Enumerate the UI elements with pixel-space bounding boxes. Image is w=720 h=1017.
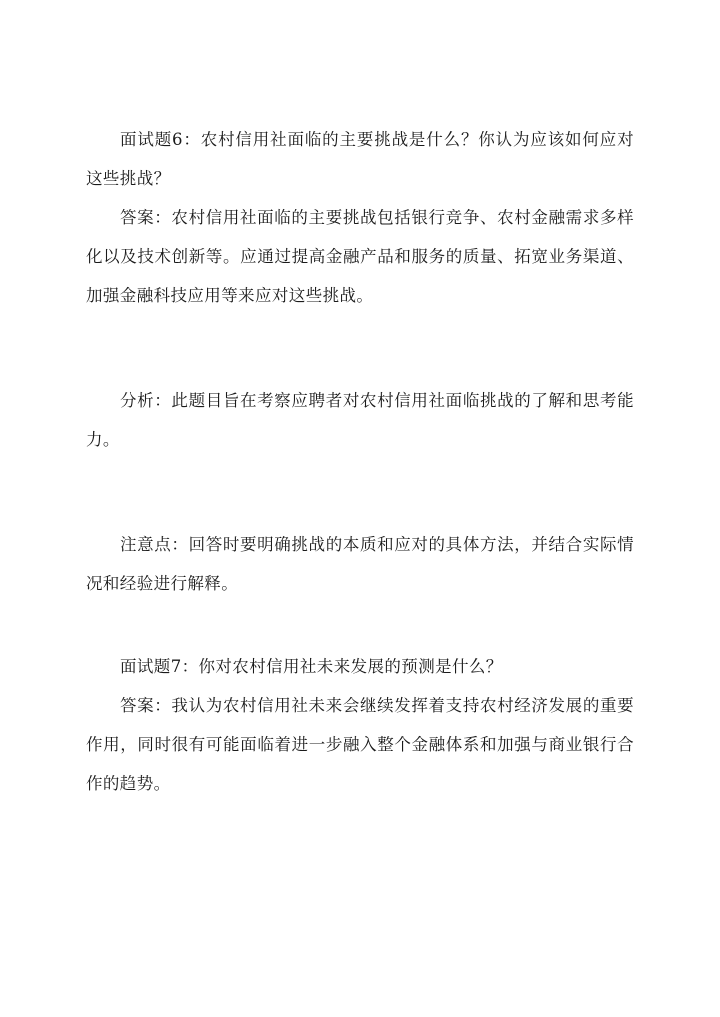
notes-6: 注意点：回答时要明确挑战的本质和应对的具体方法，并结合实际情况和经验进行解释。 xyxy=(86,535,634,593)
document-page xyxy=(86,120,634,803)
question-7: 面试题7：你对农村信用社未来发展的预测是什么？ xyxy=(120,657,503,676)
analysis-6: 分析：此题目旨在考察应聘者对农村信用社面临挑战的了解和思考能力。 xyxy=(86,391,634,449)
answer-7: 答案：我认为农村信用社未来会继续发挥着支持农村经济发展的重要作用，同时很有可能面临着进一步融入整个金融体系和加强与商业银行合作的趋势。 xyxy=(86,696,634,793)
question-6: 面试题6：农村信用社面临的主要挑战是什么？你认为应该如何应对这些挑战？ xyxy=(86,130,634,188)
answer-6: 答案：农村信用社面临的主要挑战包括银行竞争、农村金融需求多样化以及技术创新等。应通过提高金融产品和服务的质量、拓宽业务渠道、加强金融科技应用等来应对这些挑战。 xyxy=(86,208,634,305)
